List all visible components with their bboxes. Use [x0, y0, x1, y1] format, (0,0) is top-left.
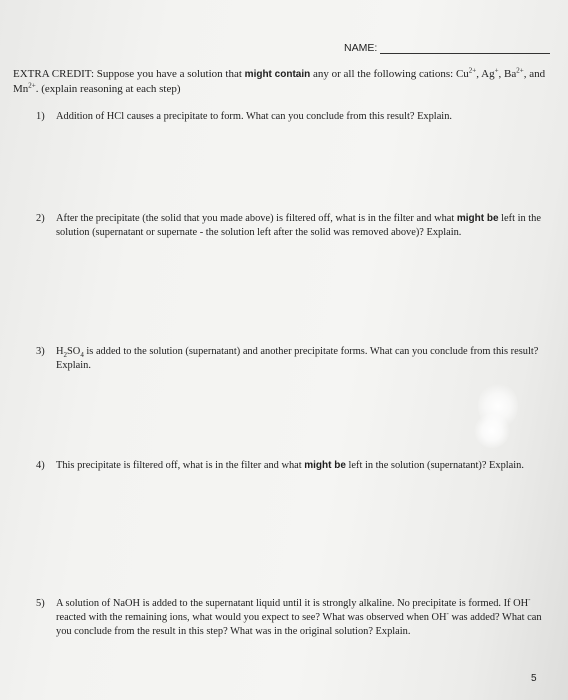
intro-title: EXTRA CREDIT [13, 68, 91, 80]
question-number: 1) [36, 111, 45, 122]
question-2 [36, 212, 544, 240]
question-number: 5) [36, 598, 45, 609]
question-number: 3) [36, 346, 45, 357]
question-text: $H_2SO_4$ is added to the solution (supernatant) and another precipitate forms. What can you conclude from this result? Explain. [56, 346, 539, 371]
question-text: This precipitate is filtered off, what is in the filter and what might be left in the solution (supernatant)? Explain. [56, 460, 524, 471]
question-text: A solution of NaOH is added to the supernatant liquid until it is strongly alkaline. No precipitate is formed. If OH- reacted with the remaining ions, what would you expect to see? What was observed when OH- was added? What can you conclude from the result in this step? What was in the original solution? Explain. [56, 595, 542, 637]
name-field [344, 42, 550, 54]
question-5 [36, 597, 544, 639]
page-number: 5 [531, 673, 537, 684]
emphasis-text: might be [456, 213, 499, 224]
question-number: 2) [36, 213, 45, 224]
question-text: Addition of HCl causes a precipitate to form. What can you conclude from this result? Explain. [56, 111, 452, 122]
question-3 [36, 345, 544, 373]
light-glare [474, 414, 510, 448]
name-blank-line [380, 43, 550, 54]
emphasis-text: might be [304, 460, 346, 471]
extra-credit-intro: EXTRA CREDIT: Suppose you have a solution that might contain any or all the following cations: $Cu^{2+}$, Ag+, $Ba^{2+}$, and $Mn^{2+}$. (explain reasoning at each step) [13, 66, 546, 95]
question-text: After the precipitate (the solid that you made above) is filtered off, what is in the filter and what might be left in the solution (supernatant or supernate - the solution left after the solid was removed above)? Explain. [56, 213, 541, 238]
emphasis-text: might contain [244, 69, 311, 80]
name-label: NAME: [344, 42, 378, 54]
question-4 [36, 459, 544, 473]
question-1 [36, 110, 544, 124]
question-number: 4) [36, 460, 45, 471]
